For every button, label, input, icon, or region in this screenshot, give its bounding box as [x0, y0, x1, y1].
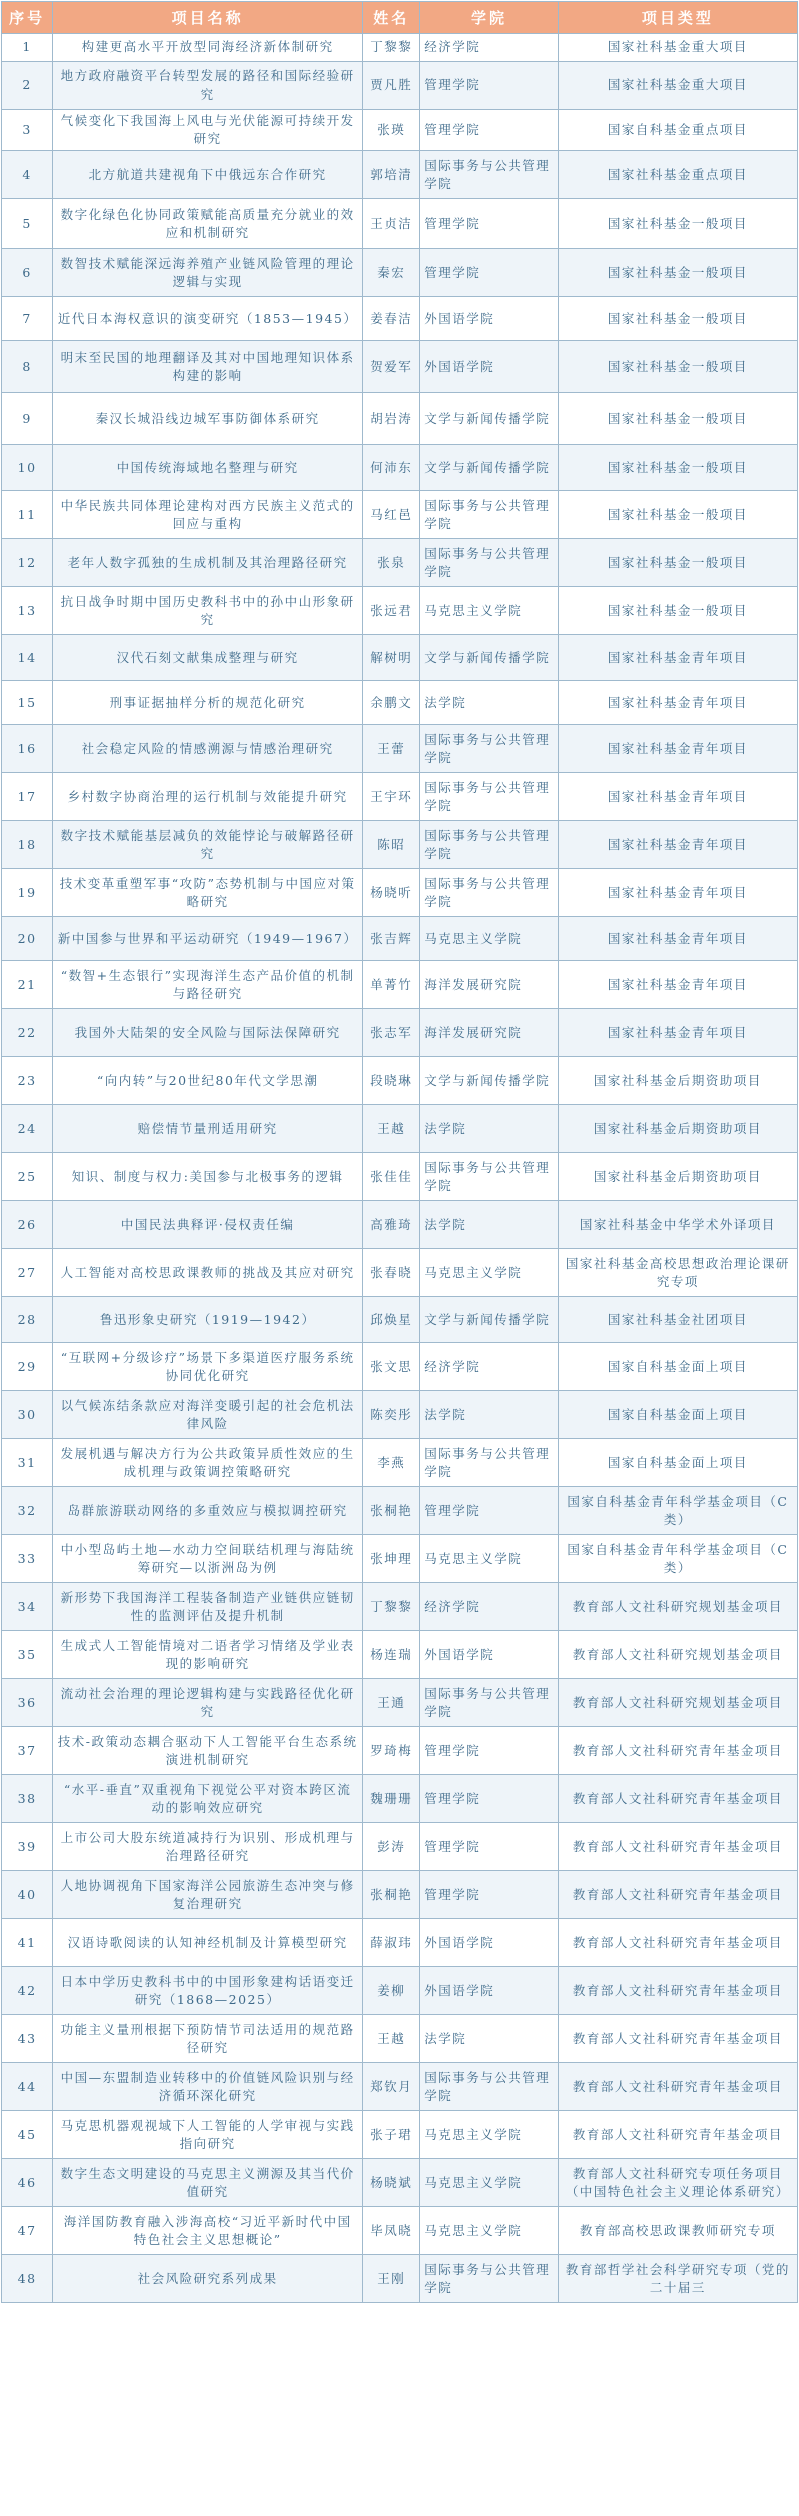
cell-college: 外国语学院 — [420, 341, 558, 393]
cell-title: 流动社会治理的理论逻辑构建与实践路径优化研究 — [53, 1679, 363, 1727]
cell-title: 数字化绿色化协同政策赋能高质量充分就业的效应和机制研究 — [53, 199, 363, 249]
cell-type: 国家社科基金青年项目 — [558, 725, 797, 773]
cell-college: 管理学院 — [420, 1487, 558, 1535]
cell-name: 贺爱军 — [363, 341, 420, 393]
cell-no: 19 — [2, 869, 53, 917]
cell-name: 毕凤晓 — [363, 2207, 420, 2255]
cell-name: 邱焕星 — [363, 1297, 420, 1343]
table-row — [2, 1535, 798, 1583]
table-row — [2, 1823, 798, 1871]
cell-no: 34 — [2, 1583, 53, 1631]
cell-title: 明末至民国的地理翻译及其对中国地理知识体系构建的影响 — [53, 341, 363, 393]
cell-type: 国家社科基金青年项目 — [558, 1009, 797, 1057]
cell-type: 教育部人文社科研究规划基金项目 — [558, 1583, 797, 1631]
table-row — [2, 2207, 798, 2255]
cell-college: 外国语学院 — [420, 297, 558, 341]
table-row — [2, 2159, 798, 2207]
cell-type: 教育部人文社科研究青年基金项目 — [558, 1727, 797, 1775]
cell-title: “互联网+分级诊疗”场景下多渠道医疗服务系统协同优化研究 — [53, 1343, 363, 1391]
cell-name: 张泉 — [363, 539, 420, 587]
cell-no: 45 — [2, 2111, 53, 2159]
table-row — [2, 297, 798, 341]
cell-no: 10 — [2, 445, 53, 491]
cell-no: 29 — [2, 1343, 53, 1391]
cell-college: 经济学院 — [420, 1343, 558, 1391]
table-row — [2, 1057, 798, 1105]
table-row — [2, 961, 798, 1009]
table-row — [2, 869, 798, 917]
cell-name: 丁黎黎 — [363, 34, 420, 62]
table-row — [2, 587, 798, 635]
cell-title: “水平-垂直”双重视角下视觉公平对资本跨区流动的影响效应研究 — [53, 1775, 363, 1823]
cell-name: 郑钦月 — [363, 2063, 420, 2111]
cell-college: 经济学院 — [420, 34, 558, 62]
cell-title: 社会风险研究系列成果 — [53, 2255, 363, 2303]
cell-college: 国际事务与公共管理学院 — [420, 539, 558, 587]
cell-college: 海洋发展研究院 — [420, 961, 558, 1009]
cell-no: 8 — [2, 341, 53, 393]
table-row — [2, 821, 798, 869]
cell-title: 新中国参与世界和平运动研究（1949—1967） — [53, 917, 363, 961]
cell-type: 国家社科基金重点项目 — [558, 151, 797, 199]
table-row — [2, 539, 798, 587]
cell-name: 张瑛 — [363, 110, 420, 151]
cell-title: 中国传统海域地名整理与研究 — [53, 445, 363, 491]
cell-no: 6 — [2, 249, 53, 297]
table-row — [2, 1487, 798, 1535]
cell-title: 刑事证据抽样分析的规范化研究 — [53, 681, 363, 725]
cell-no: 37 — [2, 1727, 53, 1775]
table-row — [2, 773, 798, 821]
header-no: 序号 — [2, 2, 53, 34]
table-row — [2, 2255, 798, 2303]
cell-name: 杨晓听 — [363, 869, 420, 917]
cell-no: 13 — [2, 587, 53, 635]
table-row — [2, 1775, 798, 1823]
table-row — [2, 393, 798, 445]
table-row — [2, 1297, 798, 1343]
cell-type: 教育部人文社科研究青年基金项目 — [558, 1823, 797, 1871]
cell-type: 教育部人文社科研究规划基金项目 — [558, 1679, 797, 1727]
cell-college: 文学与新闻传播学院 — [420, 445, 558, 491]
cell-no: 39 — [2, 1823, 53, 1871]
table-row — [2, 1249, 798, 1297]
cell-no: 22 — [2, 1009, 53, 1057]
cell-no: 7 — [2, 297, 53, 341]
cell-no: 16 — [2, 725, 53, 773]
table-row — [2, 1439, 798, 1487]
cell-no: 26 — [2, 1201, 53, 1249]
cell-college: 法学院 — [420, 681, 558, 725]
cell-name: 魏珊珊 — [363, 1775, 420, 1823]
cell-name: 高雅琦 — [363, 1201, 420, 1249]
cell-type: 国家社科基金后期资助项目 — [558, 1057, 797, 1105]
table-row — [2, 1727, 798, 1775]
cell-title: 数字技术赋能基层减负的效能悖论与破解路径研究 — [53, 821, 363, 869]
cell-college: 国际事务与公共管理学院 — [420, 2063, 558, 2111]
cell-no: 4 — [2, 151, 53, 199]
cell-title: 乡村数字协商治理的运行机制与效能提升研究 — [53, 773, 363, 821]
cell-no: 2 — [2, 62, 53, 110]
cell-title: 功能主义量刑根据下预防情节司法适用的规范路径研究 — [53, 2015, 363, 2063]
cell-name: 张志军 — [363, 1009, 420, 1057]
cell-type: 教育部人文社科研究规划基金项目 — [558, 1631, 797, 1679]
cell-no: 41 — [2, 1919, 53, 1967]
cell-name: 余鹏文 — [363, 681, 420, 725]
cell-name: 王越 — [363, 1105, 420, 1153]
cell-name: 陈昭 — [363, 821, 420, 869]
table-row — [2, 341, 798, 393]
table-row — [2, 1009, 798, 1057]
cell-name: 郭培清 — [363, 151, 420, 199]
cell-title: 数字生态文明建设的马克思主义溯源及其当代价值研究 — [53, 2159, 363, 2207]
cell-title: 社会稳定风险的情感溯源与情感治理研究 — [53, 725, 363, 773]
cell-college: 国际事务与公共管理学院 — [420, 1439, 558, 1487]
cell-college: 管理学院 — [420, 62, 558, 110]
cell-no: 36 — [2, 1679, 53, 1727]
cell-no: 9 — [2, 393, 53, 445]
cell-college: 管理学院 — [420, 110, 558, 151]
cell-name: 张子珺 — [363, 2111, 420, 2159]
table-row — [2, 249, 798, 297]
cell-college: 国际事务与公共管理学院 — [420, 773, 558, 821]
cell-name: 张文思 — [363, 1343, 420, 1391]
cell-name: 单菁竹 — [363, 961, 420, 1009]
cell-type: 国家社科基金青年项目 — [558, 821, 797, 869]
cell-name: 段晓琳 — [363, 1057, 420, 1105]
cell-no: 3 — [2, 110, 53, 151]
cell-type: 教育部人文社科研究青年基金项目 — [558, 1967, 797, 2015]
table-row — [2, 34, 798, 62]
cell-no: 23 — [2, 1057, 53, 1105]
cell-type: 教育部哲学社会科学研究专项（党的二十届三 — [558, 2255, 797, 2303]
cell-type: 国家社科基金一般项目 — [558, 249, 797, 297]
cell-college: 国际事务与公共管理学院 — [420, 821, 558, 869]
table-row — [2, 110, 798, 151]
cell-no: 44 — [2, 2063, 53, 2111]
header-college: 学院 — [420, 2, 558, 34]
header-name: 姓名 — [363, 2, 420, 34]
cell-title: 抗日战争时期中国历史教科书中的孙中山形象研究 — [53, 587, 363, 635]
cell-no: 24 — [2, 1105, 53, 1153]
cell-type: 教育部人文社科研究青年基金项目 — [558, 2015, 797, 2063]
cell-title: 中华民族共同体理论建构对西方民族主义范式的回应与重构 — [53, 491, 363, 539]
cell-no: 5 — [2, 199, 53, 249]
cell-title: 技术-政策动态耦合驱动下人工智能平台生态系统演进机制研究 — [53, 1727, 363, 1775]
header-row — [2, 2, 798, 34]
cell-no: 25 — [2, 1153, 53, 1201]
cell-college: 文学与新闻传播学院 — [420, 393, 558, 445]
cell-college: 文学与新闻传播学院 — [420, 635, 558, 681]
cell-no: 11 — [2, 491, 53, 539]
cell-type: 国家社科基金青年项目 — [558, 773, 797, 821]
table-row — [2, 1871, 798, 1919]
cell-name: 王宇环 — [363, 773, 420, 821]
table-row — [2, 1343, 798, 1391]
table-row — [2, 62, 798, 110]
cell-title: “向内转”与20世纪80年代文学思潮 — [53, 1057, 363, 1105]
cell-type: 国家社科基金青年项目 — [558, 681, 797, 725]
cell-name: 胡岩涛 — [363, 393, 420, 445]
cell-title: 构建更高水平开放型同海经济新体制研究 — [53, 34, 363, 62]
cell-college: 国际事务与公共管理学院 — [420, 491, 558, 539]
table-row — [2, 1967, 798, 2015]
table-row — [2, 2111, 798, 2159]
cell-college: 马克思主义学院 — [420, 2207, 558, 2255]
cell-title: 中国—东盟制造业转移中的价值链风险识别与经济循环深化研究 — [53, 2063, 363, 2111]
table-row — [2, 1583, 798, 1631]
cell-no: 31 — [2, 1439, 53, 1487]
cell-title: 气候变化下我国海上风电与光伏能源可持续开发研究 — [53, 110, 363, 151]
cell-name: 张远君 — [363, 587, 420, 635]
table-row — [2, 1679, 798, 1727]
table-row — [2, 917, 798, 961]
cell-name: 李燕 — [363, 1439, 420, 1487]
cell-title: 秦汉长城沿线边城军事防御体系研究 — [53, 393, 363, 445]
cell-title: 北方航道共建视角下中俄远东合作研究 — [53, 151, 363, 199]
cell-type: 国家社科基金高校思想政治理论课研究专项 — [558, 1249, 797, 1297]
cell-name: 贾凡胜 — [363, 62, 420, 110]
cell-name: 王贞洁 — [363, 199, 420, 249]
cell-type: 国家社科基金一般项目 — [558, 491, 797, 539]
cell-title: 生成式人工智能情境对二语者学习情绪及学业表现的影响研究 — [53, 1631, 363, 1679]
cell-name: 张春晓 — [363, 1249, 420, 1297]
table-row — [2, 491, 798, 539]
cell-type: 国家社科基金社团项目 — [558, 1297, 797, 1343]
cell-no: 15 — [2, 681, 53, 725]
cell-name: 陈奕彤 — [363, 1391, 420, 1439]
cell-title: 数智技术赋能深远海养殖产业链风险管理的理论逻辑与实现 — [53, 249, 363, 297]
cell-no: 17 — [2, 773, 53, 821]
cell-name: 王蕾 — [363, 725, 420, 773]
table-header — [2, 2, 798, 34]
cell-type: 教育部高校思政课教师研究专项 — [558, 2207, 797, 2255]
cell-title: 新形势下我国海洋工程装备制造产业链供应链韧性的监测评估及提升机制 — [53, 1583, 363, 1631]
table-row — [2, 2063, 798, 2111]
cell-type: 国家社科基金一般项目 — [558, 297, 797, 341]
table-row — [2, 1105, 798, 1153]
cell-type: 国家自科基金青年科学基金项目（C类） — [558, 1487, 797, 1535]
cell-no: 43 — [2, 2015, 53, 2063]
cell-type: 国家社科基金青年项目 — [558, 635, 797, 681]
cell-college: 管理学院 — [420, 1727, 558, 1775]
cell-no: 18 — [2, 821, 53, 869]
cell-type: 国家社科基金后期资助项目 — [558, 1153, 797, 1201]
cell-college: 国际事务与公共管理学院 — [420, 1153, 558, 1201]
cell-college: 外国语学院 — [420, 1631, 558, 1679]
cell-college: 马克思主义学院 — [420, 917, 558, 961]
project-table — [1, 1, 798, 2303]
cell-college: 外国语学院 — [420, 1967, 558, 2015]
header-title: 项目名称 — [53, 2, 363, 34]
table-row — [2, 1153, 798, 1201]
cell-name: 解树明 — [363, 635, 420, 681]
cell-type: 国家自科基金面上项目 — [558, 1439, 797, 1487]
cell-college: 法学院 — [420, 1105, 558, 1153]
cell-type: 国家自科基金面上项目 — [558, 1391, 797, 1439]
cell-type: 教育部人文社科研究专项任务项目（中国特色社会主义理论体系研究） — [558, 2159, 797, 2207]
cell-type: 国家自科基金重点项目 — [558, 110, 797, 151]
header-type: 项目类型 — [558, 2, 797, 34]
table-row — [2, 1631, 798, 1679]
cell-type: 国家自科基金青年科学基金项目（C类） — [558, 1535, 797, 1583]
cell-no: 35 — [2, 1631, 53, 1679]
cell-college: 管理学院 — [420, 249, 558, 297]
cell-name: 罗琦梅 — [363, 1727, 420, 1775]
cell-type: 国家社科基金重大项目 — [558, 34, 797, 62]
table-row — [2, 2015, 798, 2063]
cell-college: 马克思主义学院 — [420, 1249, 558, 1297]
cell-name: 薛淑玮 — [363, 1919, 420, 1967]
cell-college: 海洋发展研究院 — [420, 1009, 558, 1057]
cell-college: 管理学院 — [420, 1823, 558, 1871]
cell-title: “数智+生态银行”实现海洋生态产品价值的机制与路径研究 — [53, 961, 363, 1009]
cell-name: 何沛东 — [363, 445, 420, 491]
cell-no: 46 — [2, 2159, 53, 2207]
cell-no: 42 — [2, 1967, 53, 2015]
cell-title: 中国民法典释评·侵权责任编 — [53, 1201, 363, 1249]
cell-title: 地方政府融资平台转型发展的路径和国际经验研究 — [53, 62, 363, 110]
cell-type: 国家社科基金一般项目 — [558, 341, 797, 393]
cell-name: 马红邑 — [363, 491, 420, 539]
table-row — [2, 1391, 798, 1439]
cell-college: 法学院 — [420, 1391, 558, 1439]
cell-name: 姜柳 — [363, 1967, 420, 2015]
cell-type: 国家社科基金一般项目 — [558, 587, 797, 635]
cell-name: 王越 — [363, 2015, 420, 2063]
cell-type: 国家社科基金青年项目 — [558, 917, 797, 961]
cell-title: 以气候冻结条款应对海洋变暖引起的社会危机法律风险 — [53, 1391, 363, 1439]
cell-name: 杨晓斌 — [363, 2159, 420, 2207]
cell-title: 老年人数字孤独的生成机制及其治理路径研究 — [53, 539, 363, 587]
cell-title: 技术变革重塑军事“攻防”态势机制与中国应对策略研究 — [53, 869, 363, 917]
cell-college: 马克思主义学院 — [420, 2111, 558, 2159]
cell-college: 文学与新闻传播学院 — [420, 1057, 558, 1105]
cell-type: 国家自科基金面上项目 — [558, 1343, 797, 1391]
cell-no: 38 — [2, 1775, 53, 1823]
cell-college: 法学院 — [420, 2015, 558, 2063]
cell-name: 王刚 — [363, 2255, 420, 2303]
cell-type: 教育部人文社科研究青年基金项目 — [558, 1775, 797, 1823]
cell-type: 国家社科基金青年项目 — [558, 961, 797, 1009]
cell-no: 1 — [2, 34, 53, 62]
cell-no: 47 — [2, 2207, 53, 2255]
cell-no: 14 — [2, 635, 53, 681]
cell-title: 发展机遇与解决方行为公共政策异质性效应的生成机理与政策调控策略研究 — [53, 1439, 363, 1487]
cell-no: 28 — [2, 1297, 53, 1343]
cell-no: 27 — [2, 1249, 53, 1297]
cell-title: 海洋国防教育融入涉海高校“习近平新时代中国特色社会主义思想概论” — [53, 2207, 363, 2255]
cell-college: 国际事务与公共管理学院 — [420, 151, 558, 199]
cell-name: 秦宏 — [363, 249, 420, 297]
cell-no: 30 — [2, 1391, 53, 1439]
table-row — [2, 445, 798, 491]
cell-college: 管理学院 — [420, 1871, 558, 1919]
cell-name: 张坤理 — [363, 1535, 420, 1583]
cell-college: 管理学院 — [420, 1775, 558, 1823]
cell-type: 国家社科基金后期资助项目 — [558, 1105, 797, 1153]
cell-type: 国家社科基金一般项目 — [558, 199, 797, 249]
cell-title: 上市公司大股东统道减持行为识别、形成机理与治理路径研究 — [53, 1823, 363, 1871]
cell-college: 马克思主义学院 — [420, 1535, 558, 1583]
cell-name: 王通 — [363, 1679, 420, 1727]
cell-name: 张桐艳 — [363, 1871, 420, 1919]
cell-college: 法学院 — [420, 1201, 558, 1249]
cell-college: 外国语学院 — [420, 1919, 558, 1967]
cell-title: 人地协调视角下国家海洋公园旅游生态冲突与修复治理研究 — [53, 1871, 363, 1919]
cell-title: 日本中学历史教科书中的中国形象建构话语变迁研究（1868—2025） — [53, 1967, 363, 2015]
cell-college: 马克思主义学院 — [420, 587, 558, 635]
cell-title: 赔偿情节量刑适用研究 — [53, 1105, 363, 1153]
cell-college: 国际事务与公共管理学院 — [420, 1679, 558, 1727]
table-row — [2, 725, 798, 773]
table-row — [2, 1201, 798, 1249]
cell-type: 国家社科基金一般项目 — [558, 539, 797, 587]
cell-type: 国家社科基金重大项目 — [558, 62, 797, 110]
cell-college: 经济学院 — [420, 1583, 558, 1631]
table-row — [2, 151, 798, 199]
cell-college: 马克思主义学院 — [420, 2159, 558, 2207]
cell-title: 知识、制度与权力:美国参与北极事务的逻辑 — [53, 1153, 363, 1201]
cell-type: 国家社科基金青年项目 — [558, 869, 797, 917]
cell-college: 管理学院 — [420, 199, 558, 249]
cell-no: 32 — [2, 1487, 53, 1535]
cell-college: 文学与新闻传播学院 — [420, 1297, 558, 1343]
cell-title: 近代日本海权意识的演变研究（1853—1945） — [53, 297, 363, 341]
cell-type: 教育部人文社科研究青年基金项目 — [558, 2111, 797, 2159]
cell-title: 我国外大陆架的安全风险与国际法保障研究 — [53, 1009, 363, 1057]
cell-name: 张吉辉 — [363, 917, 420, 961]
cell-type: 教育部人文社科研究青年基金项目 — [558, 1871, 797, 1919]
cell-name: 丁黎黎 — [363, 1583, 420, 1631]
cell-name: 张佳佳 — [363, 1153, 420, 1201]
cell-type: 教育部人文社科研究青年基金项目 — [558, 2063, 797, 2111]
cell-type: 国家社科基金一般项目 — [558, 445, 797, 491]
cell-title: 人工智能对高校思政课教师的挑战及其应对研究 — [53, 1249, 363, 1297]
table-row — [2, 199, 798, 249]
cell-type: 国家社科基金一般项目 — [558, 393, 797, 445]
cell-college: 国际事务与公共管理学院 — [420, 869, 558, 917]
table-body — [2, 34, 798, 2303]
cell-title: 鲁迅形象史研究（1919—1942） — [53, 1297, 363, 1343]
cell-college: 国际事务与公共管理学院 — [420, 725, 558, 773]
cell-no: 20 — [2, 917, 53, 961]
cell-name: 张桐艳 — [363, 1487, 420, 1535]
cell-no: 40 — [2, 1871, 53, 1919]
cell-college: 国际事务与公共管理学院 — [420, 2255, 558, 2303]
cell-name: 姜春洁 — [363, 297, 420, 341]
cell-name: 彭涛 — [363, 1823, 420, 1871]
table-row — [2, 681, 798, 725]
cell-name: 杨连瑞 — [363, 1631, 420, 1679]
cell-title: 汉代石刻文献集成整理与研究 — [53, 635, 363, 681]
cell-type: 教育部人文社科研究青年基金项目 — [558, 1919, 797, 1967]
cell-title: 中小型岛屿土地—水动力空间联结机理与海陆统筹研究—以浙洲岛为例 — [53, 1535, 363, 1583]
cell-no: 21 — [2, 961, 53, 1009]
cell-title: 岛群旅游联动网络的多重效应与模拟调控研究 — [53, 1487, 363, 1535]
cell-no: 48 — [2, 2255, 53, 2303]
cell-title: 马克思机器观视域下人工智能的人学审视与实践指向研究 — [53, 2111, 363, 2159]
cell-no: 12 — [2, 539, 53, 587]
table-row — [2, 635, 798, 681]
cell-no: 33 — [2, 1535, 53, 1583]
table-row — [2, 1919, 798, 1967]
cell-title: 汉语诗歌阅读的认知神经机制及计算模型研究 — [53, 1919, 363, 1967]
cell-type: 国家社科基金中华学术外译项目 — [558, 1201, 797, 1249]
